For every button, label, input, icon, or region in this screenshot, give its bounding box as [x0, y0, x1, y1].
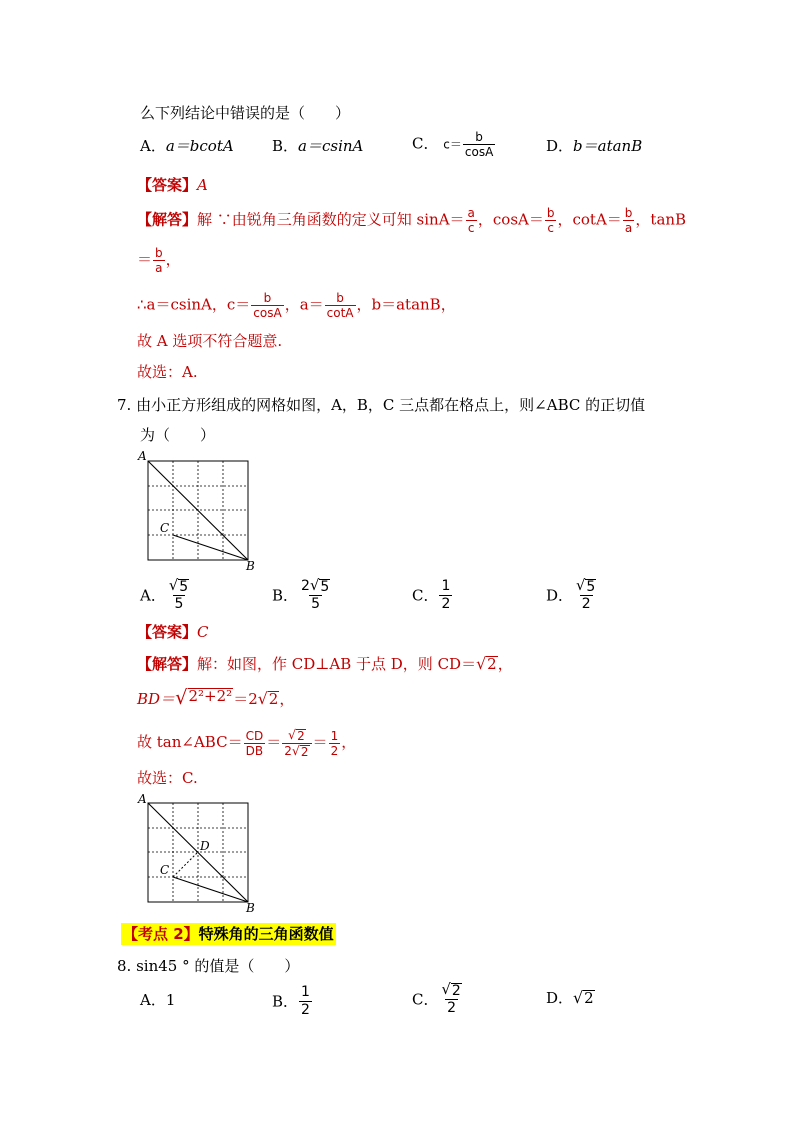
option-letter: D． [546, 989, 574, 1007]
q6-option-b[interactable] [272, 136, 363, 156]
q6-conclusion: 故 A 选项不符合题意. [137, 332, 283, 350]
solution-text: ＝ [266, 733, 282, 752]
solution-text: ，b＝atanB， [356, 295, 456, 314]
option-fraction: √ 5 2 [576, 577, 596, 612]
fraction: $\frac{b}{\cos A}$ [253, 291, 282, 320]
q7-option-a[interactable] [140, 578, 192, 613]
q6-option-c[interactable] [412, 130, 496, 159]
q6-solution-line1 [137, 206, 686, 235]
fraction: $\frac{b}{a}$ [624, 206, 633, 235]
q7-option-d[interactable] [546, 578, 599, 613]
segment-cb [173, 535, 248, 560]
solution-text: ，a＝ [284, 295, 324, 314]
option-expr: a＝bcotA [165, 137, 234, 155]
option-fraction: √ 5 5 [168, 577, 189, 612]
q7-answer [137, 622, 209, 642]
sqrt: √ 2 [476, 654, 497, 673]
option-lhs: c＝ [443, 137, 462, 152]
q7-stem-line1: 7. 由小正方形组成的网格如图，A，B，C 三点都在格点上，则∠ABC 的正切值 [117, 396, 646, 414]
q7-stem-line2: 为（ ） [140, 426, 216, 444]
q7-choose: 故选：C. [137, 769, 198, 787]
fraction: $\frac{b}{c}$ [546, 206, 555, 235]
q8-option-a[interactable] [140, 990, 175, 1010]
solution-text: ， [497, 655, 513, 673]
q7-grid-figure [134, 449, 264, 573]
solution-text: 解 ∵由锐角三角函数的定义可知 sinA＝ [197, 210, 465, 229]
solution-text: ，cosA＝ [477, 210, 544, 229]
option-value: 1 [165, 991, 176, 1009]
point-label-a: A [138, 792, 147, 806]
q7-option-c[interactable] [412, 578, 453, 613]
solution-text: 解：如图，作 CD⊥AB 于点 D，则 CD＝ [197, 655, 477, 673]
segment-cb [173, 877, 248, 902]
option-letter: A． [140, 137, 166, 155]
solution-label: 【解答】 [137, 210, 198, 229]
solution-text: ， [279, 690, 295, 708]
solution-text: ，cotA＝ [557, 210, 622, 229]
q7-solution-figure [134, 792, 264, 916]
point-label-a: A [138, 449, 147, 463]
solution-text: ＝ [137, 250, 153, 269]
solution-text: ＝2 [233, 690, 258, 708]
q8-stem: 8. sin45 ° 的值是（ ） [117, 957, 300, 975]
point-label-c: C [160, 521, 170, 535]
q6-option-d[interactable] [546, 136, 642, 156]
solution-label: 【解答】 [137, 655, 198, 673]
point-label-b: B [246, 559, 255, 573]
section-heading [121, 923, 336, 945]
sqrt: √ 2²+2² [175, 686, 233, 709]
answer-value: A [197, 176, 208, 194]
solution-text: ， [165, 250, 181, 269]
fraction: $\frac{CD}{DB}$ [245, 728, 264, 758]
option-expr: a＝csinA [298, 137, 364, 155]
q7-solution-line1 [137, 654, 513, 674]
option-letter: B． [272, 137, 299, 155]
fraction: $\frac{b}{\cot A}$ [326, 291, 354, 320]
q8-option-c[interactable] [412, 982, 465, 1017]
option-expr: b＝atanB [573, 137, 643, 155]
q8-option-d[interactable] [546, 988, 595, 1008]
solution-text: ， [341, 733, 357, 752]
fraction: √ 2 2 √ 2 [282, 728, 311, 758]
option-fraction: $\frac{1}{2}$ [301, 984, 310, 1018]
answer-label: 【答案】 [137, 176, 198, 194]
option-fraction: 2 √ 5 5 [301, 577, 330, 612]
q6-choose: 故选：A. [137, 363, 198, 381]
option-letter: B． [272, 992, 299, 1011]
solution-text: BD＝ [137, 690, 176, 708]
answer-label: 【答案】 [137, 623, 198, 641]
option-letter: C． [412, 134, 439, 153]
option-fraction: $\frac{b}{\cos A}$ [464, 130, 494, 159]
q6-answer [137, 175, 208, 195]
option-fraction: √ 2 2 [441, 981, 461, 1016]
option-sqrt: √ 2 [573, 988, 594, 1007]
q7-tan-line [137, 728, 356, 758]
fraction: $\frac{1}{2}$ [330, 728, 339, 758]
q7-bd-line [137, 688, 294, 709]
option-letter: D． [546, 137, 574, 155]
option-letter: A． [140, 991, 166, 1009]
option-letter: A． [140, 586, 166, 605]
point-label-d: D [200, 839, 210, 853]
section-bracket: 【考点 2】 [123, 925, 199, 943]
q6-therefore-line [137, 291, 456, 320]
answer-value: C [197, 623, 209, 641]
option-letter: D． [546, 586, 574, 605]
solution-text: ，tanB [635, 210, 687, 229]
q6-solution-line2 [137, 246, 181, 275]
option-fraction: $\frac{1}{2}$ [441, 578, 451, 612]
option-letter: C． [412, 586, 439, 605]
solution-text: 故 tan∠ABC＝ [137, 733, 243, 752]
q6-option-a[interactable] [140, 136, 234, 156]
solution-text: ＝ [312, 733, 328, 752]
sqrt: √ 2 [257, 689, 279, 708]
point-label-c: C [160, 863, 170, 877]
option-letter: B． [272, 586, 299, 605]
point-label-b: B [246, 901, 255, 915]
option-letter: C． [412, 990, 439, 1009]
q8-option-b[interactable] [272, 984, 313, 1019]
solution-text: ∴a＝csinA，c＝ [137, 295, 251, 314]
fraction: $\frac{b}{a}$ [155, 246, 163, 275]
q6-stem: 么下列结论中错误的是（ ） [140, 104, 351, 122]
fraction: $\frac{a}{c}$ [467, 206, 475, 235]
section-title: 特殊角的三角函数值 [198, 925, 334, 943]
q7-option-b[interactable] [272, 578, 333, 613]
segment-cd [173, 852, 198, 877]
